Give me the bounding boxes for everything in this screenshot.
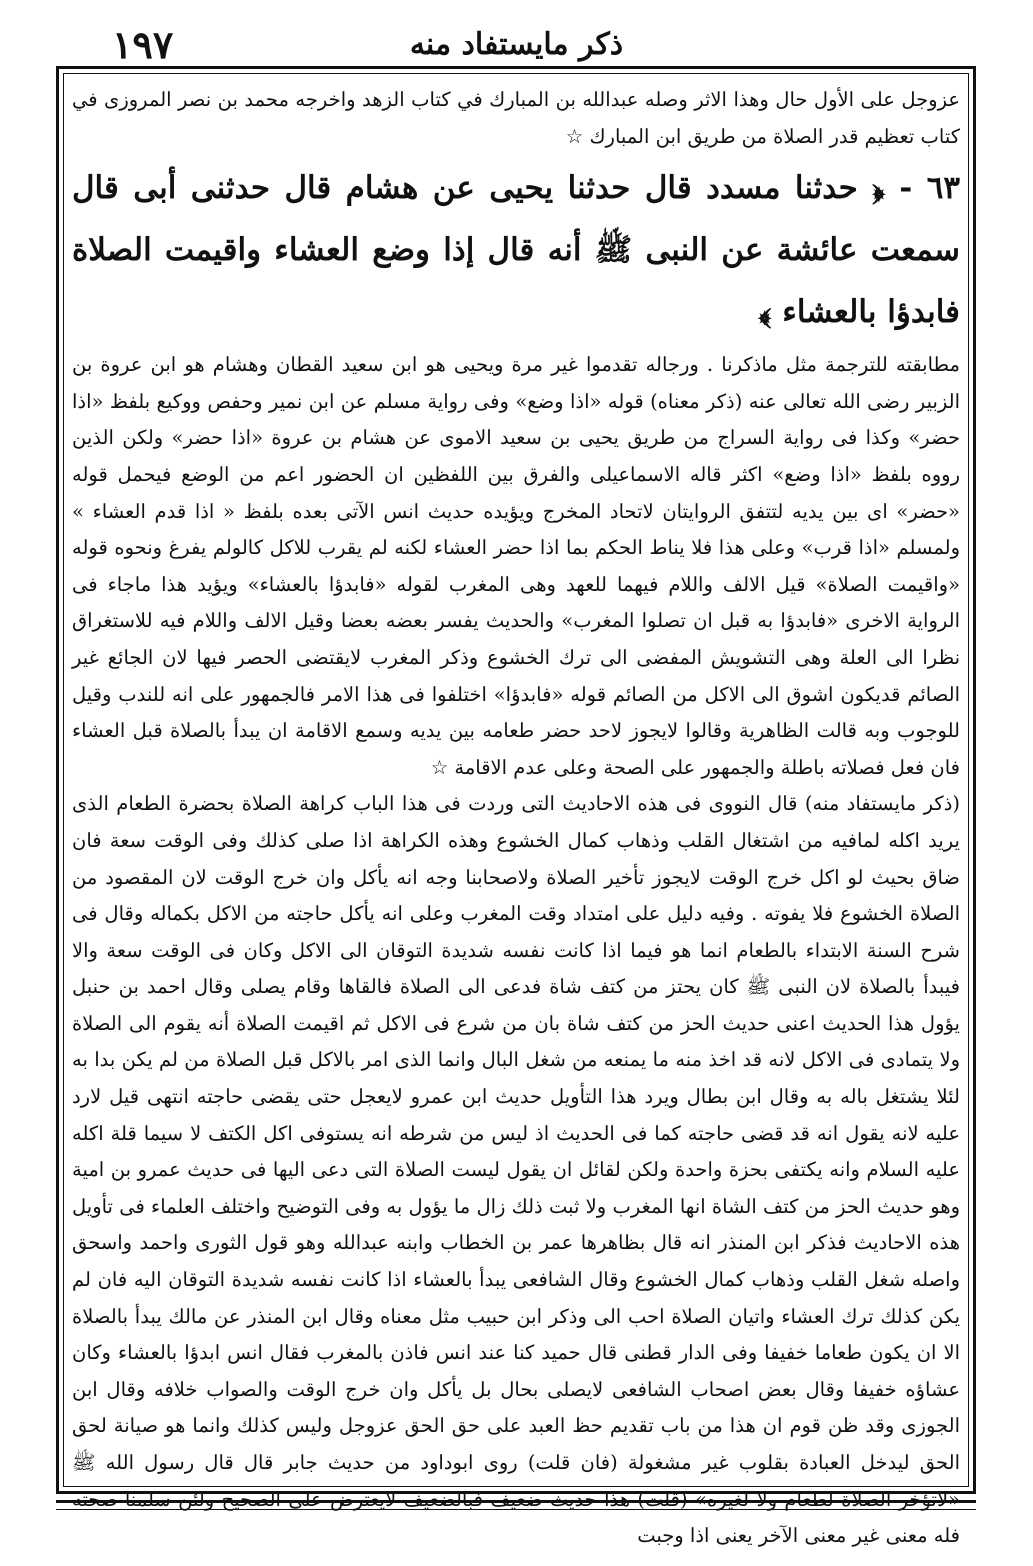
intro-paragraph: عزوجل على الأول حال وهذا الاثر وصله عبدالله بن المبارك في كتاب الزهد واخرجه محمد بن نصر المروزى في كتاب تعظيم قدر الصلاة من طريق ابن المبارك ☆ bbox=[72, 88, 960, 148]
text-body bbox=[72, 82, 960, 1555]
running-title: ذكر مايستفاد منه bbox=[409, 26, 624, 62]
benefits-paragraph: (ذكر مايستفاد منه) قال النووى فى هذه الاحاديث التى وردت فى هذا الباب كراهة الصلاة بحضرة الطعام الذى يريد اكله لمافيه من اشتغال القلب وذهاب كمال الخشوع وهذه الكراهة اذا صلى كذلك وفى الوقت سعة فان ضاق بحيث لو اكل خرج الوقت لايجوز تأخير الصلاة ولاصحابنا وجه انه يأكل وان خرج الوقت لان المقصود من الصلاة الخشوع فلا يفوته . وفيه دليل على امتداد وقت المغرب وعلى انه يأكل حاجته من الاكل بكماله وقال فى شرح السنة الابتداء بالطعام انما هو فيما اذا كانت نفسه شديدة التوقان الى الاكل وكان فى الوقت سعة والا فيبدأ بالصلاة لان النبى ﷺ كان يحتز من كتف شاة فدعى الى الصلاة فالقاها وقام يصلى وقال احمد بن حنبل يؤول هذا الحديث اعنى حديث الحز من كتف شاة بان من شرع فى الاكل ثم اقيمت الصلاة أنه يقوم الى الصلاة ولا يتمادى فى الاكل لانه قد اخذ منه ما يمنعه من شغل البال وانما الذى امر بالاكل قبل الصلاة من لم يكن بدا به لئلا يشتغل باله به وقال ابن بطال ويرد هذا التأويل حديث ابن عمرو لايعجل حتى يقضى حاجته انتهى قيل لارد عليه لانه يقول انه قد قضى حاجته كما فى الحديث اذ ليس من شرطه انه يستوفى اكل الكتف لا سيما قلة اكله عليه السلام وانه يكتفى بحزة واحدة ولكن لقائل ان يقول ليست الصلاة التى دعى اليها فى حديث عمرو بن امية وهو حديث الحز من كتف الشاة انها المغرب ولا ثبت ذلك زال ما يؤول به وفى التوضيح واختلف العلماء فى تأويل هذه الاحاديث فذكر ابن المنذر انه قال بظاهرها عمر بن الخطاب وابنه عبدالله وهو قول الثورى واحمد واسحق واصله شغل القلب وذهاب كمال الخشوع وقال الشافعى يبدأ بالعشاء اذا كانت نفسه شديدة التوقان اليه فان لم يكن كذلك ترك العشاء واتيان الصلاة احب الى وذكر ابن حبيب مثل معناه وقال ابن المنذر عن مالك يبدأ بالصلاة الا ان يكون طعاما خفيفا وفى الدار قطنى قال حميد كنا عند انس فاذن بالمغرب فقال انس ابدؤا بالعشاء وكان عشاؤه خفيفا وقال بعض اصحاب الشافعى لايصلى بحال بل يأكل وان خرج الوقت والصواب خلافه وقال ابن الجوزى وقد ظن قوم ان هذا من باب تقديم حظ العبد على حق الحق عزوجل وليس كذلك وانما هو صيانة لحق الحق ليدخل العبادة بقلوب غير مشغولة (فان قلت) روى ابوداود من حديث جابر قال قال رسول الله ﷺ «لاتؤخر الصلاة لطعام ولا لغيره» (قلت) هذا حديث ضعيف فبالضعيف لايعترض على الصحيح ولئن سلمنا صحته فله معنى غير معنى الآخر يعنى اذا وجبت bbox=[72, 792, 960, 1548]
page-header bbox=[40, 18, 993, 70]
page-number: ١٩٧ bbox=[112, 22, 174, 67]
bottom-rule bbox=[56, 1500, 976, 1510]
hadith-text: ٦٣ - ﴿ حدثنا مسدد قال حدثنا يحيى عن هشام قال حدثنى أبى قال سمعت عائشة عن النبى ﷺ أنه قال إذا وضع العشاء واقيمت الصلاة فابدؤا بالعشاء ﴾ bbox=[72, 170, 960, 331]
commentary-paragraph: مطابقته للترجمة مثل ماذكرنا . ورجاله تقدموا غير مرة ويحيى هو ابن سعيد القطان وهشام هو ابن عروة بن الزبير رضى الله تعالى عنه (ذكر معناه) قوله «اذا وضع» وفى رواية مسلم عن ابن نمير وحفص ووكيع بلفظ «اذا حضر» وكذا فى رواية السراج من طريق يحيى بن سعيد الاموى عن هشام بن عروة «اذا حضر» ولكن الذين رووه بلفظ «اذا وضع» اكثر قاله الاسماعيلى والفرق بين اللفظين ان الحضور اعم من الوضع فيحمل قوله «حضر» اى بين يديه لتتفق الروايتان لاتحاد المخرج ويؤيده حديث انس الآتى بعده بلفظ « اذا قدم العشاء » ولمسلم «اذا قرب» وعلى هذا فلا يناط الحكم بما اذا حضر العشاء لكنه لم يقرب للاكل كالولم يفرغ ونحوه قوله «واقيمت الصلاة» قيل الالف واللام فيهما للعهد وهى المغرب لقوله «فابدؤا بالعشاء» ويؤيد هذا ماجاء فى الرواية الاخرى «فابدؤا به قبل ان تصلوا المغرب» والحديث يفسر بعضه بعضا وقيل الالف واللام فيه للاستغراق نظرا الى العلة وهى التشويش المفضى الى ترك الخشوع وذكر المغرب لايقتضى الحصر فيها لان الجائع غير الصائم قديكون اشوق الى الاكل من الصائم قوله «فابدؤا» اختلفوا فى هذا الامر فالجمهور على انه للندب وقيل للوجوب وبه قالت الظاهرية وقالوا لايجوز لاحد حضر طعامه بين يديه وسمع الاقامة ان يبدأ بالصلاة قبل العشاء فان فعل فصلاته باطلة والجمهور على الصحة وعلى عدم الاقامة ☆ bbox=[72, 353, 960, 779]
